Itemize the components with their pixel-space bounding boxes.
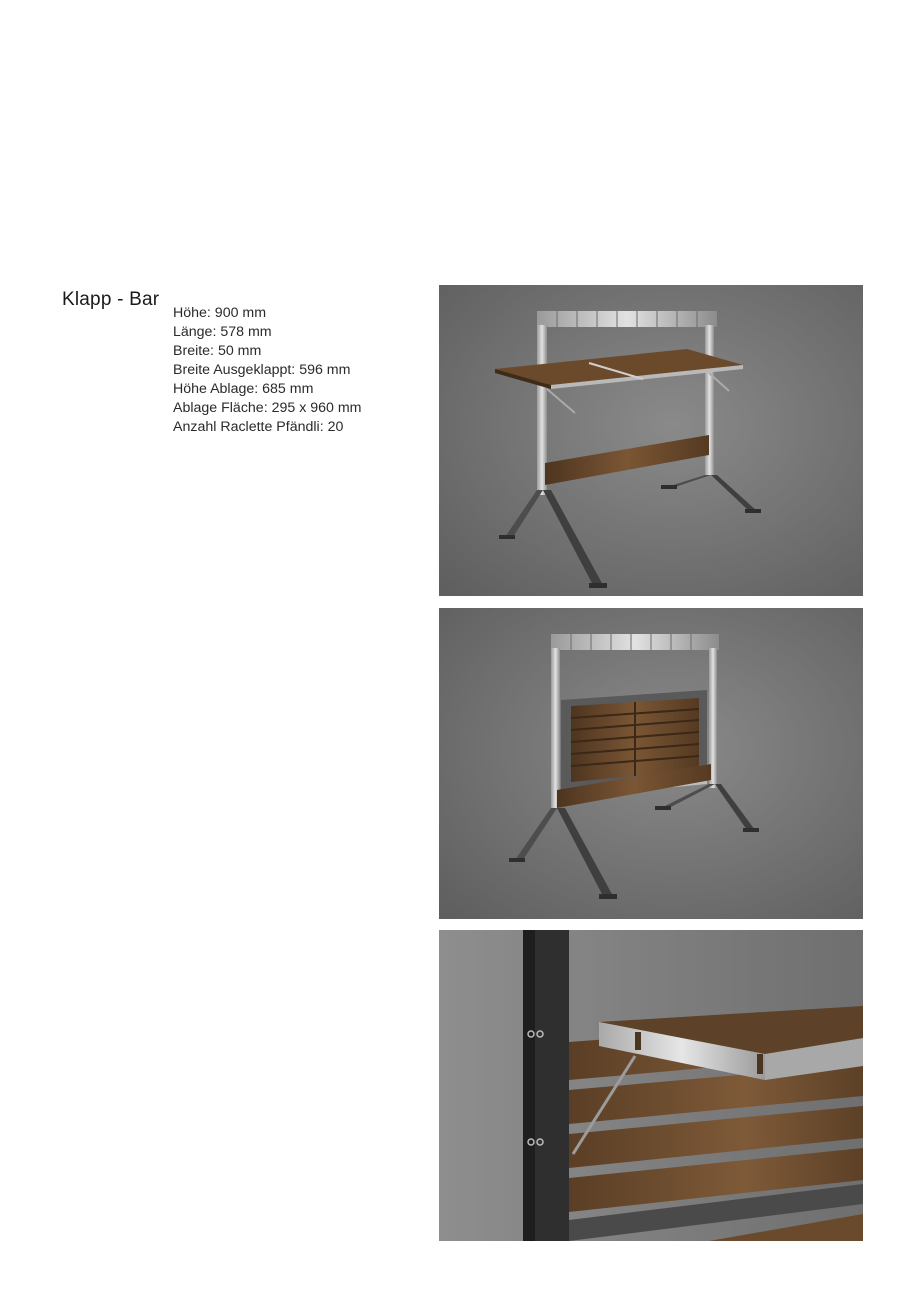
spec-anzahl-pfaendli: Anzahl Raclette Pfändli: 20 [173, 419, 344, 435]
product-title: Klapp - Bar [62, 289, 160, 310]
spec-breite: Breite: 50 mm [173, 343, 262, 359]
render-unfolded [439, 285, 863, 596]
spec-laenge: Länge: 578 mm [173, 324, 272, 340]
spec-hoehe: Höhe: 900 mm [173, 305, 267, 321]
spec-list [173, 304, 361, 437]
spec-ablage-flaeche: Ablage Fläche: 295 x 960 mm [173, 400, 362, 416]
render-detail [439, 930, 863, 1241]
spec-breite-ausgeklappt: Breite Ausgeklappt: 596 mm [173, 362, 351, 378]
render-detail-image [439, 930, 863, 1241]
render-unfolded-image [439, 285, 863, 596]
render-folded-image [439, 608, 863, 919]
render-folded [439, 608, 863, 919]
spec-hoehe-ablage: Höhe Ablage: 685 mm [173, 381, 314, 397]
